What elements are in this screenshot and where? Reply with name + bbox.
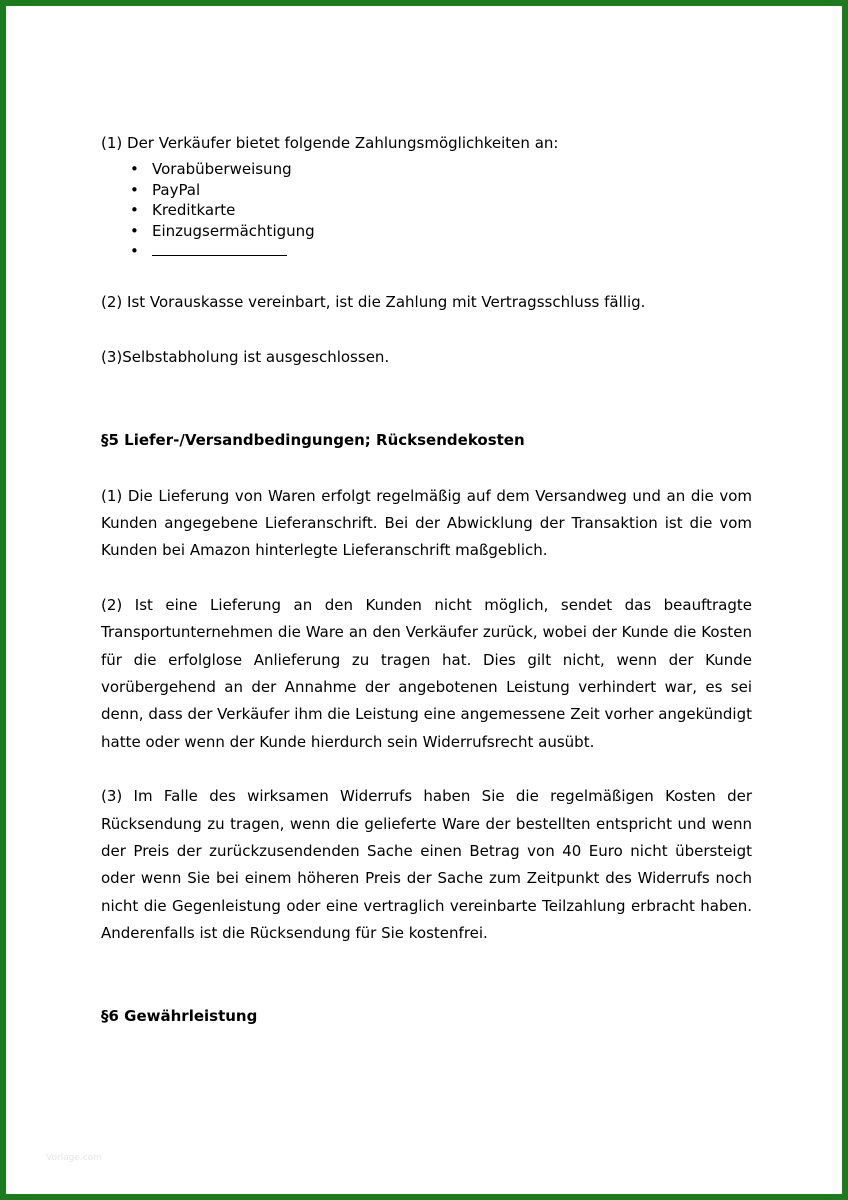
prepayment-paragraph: (2) Ist Vorauskasse vereinbart, ist die Zahlung mit Vertragsschluss fällig. bbox=[101, 292, 646, 311]
section-5-paragraph-2: (2) Ist eine Lieferung an den Kunden nicht möglich, sendet das beauftragte Transportunternehmen die Ware an den Verkäufer zurück, wobei der Kunde die Kosten für die erfolglose Anlieferung zu tragen hat. Dies gilt nicht, wenn der Kunde vorübergehend an der Annahme der angebotenen Leistung verhindert war, es sei denn, dass der Verkäufer ihm die Leistung eine angemessene Zeit vorher angekündigt hatte oder wenn der Kunde hierdurch sein Widerrufsrecht ausübt. bbox=[101, 595, 752, 751]
payment-intro: (1) Der Verkäufer bietet folgende Zahlungsmöglichkeiten an: bbox=[101, 134, 559, 152]
payment-method-item: • Vorabüberweisung bbox=[101, 159, 752, 180]
payment-method-blank-item bbox=[101, 241, 752, 262]
pickup-paragraph: (3)Selbstabholung ist ausgeschlossen. bbox=[101, 347, 390, 366]
payment-method-item: • Kreditkarte bbox=[101, 200, 752, 221]
section-5-paragraph-1: (1) Die Lieferung von Waren erfolgt regelmäßig auf dem Versandweg und an die vom Kunden angegebene Lieferanschrift. Bei der Abwicklung der Transaktion ist die vom Kunden bei Amazon hinterlegte Lieferanschrift maßgeblich. bbox=[101, 486, 752, 560]
blank-fill-line bbox=[152, 242, 287, 256]
watermark: Vorlage.com bbox=[46, 1153, 103, 1163]
document-body bbox=[101, 131, 752, 1028]
section-5-paragraph-3: (3) Im Falle des wirksamen Widerrufs haben Sie die regelmäßigen Kosten der Rücksendung zu tragen, wenn die gelieferte Ware der bestellten entspricht und wenn der Preis der zurückzusendenden Sache einen Betrag von 40 Euro nicht übersteigt oder wenn Sie bei einem höheren Preis der Sache zum Zeitpunkt des Widerrufs noch nicht die Gegenleistung oder eine vertraglich vereinbarte Teilzahlung erbracht haben. Anderenfalls ist die Rücksendung für Sie kostenfrei. bbox=[101, 787, 752, 943]
section-6-heading: §6 Gewährleistung bbox=[101, 1006, 258, 1025]
section-5-heading: §5 Liefer-/Versandbedingungen; Rücksendekosten bbox=[101, 430, 525, 449]
payment-method-item: • Einzugsermächtigung bbox=[101, 221, 752, 242]
payment-method-item: • PayPal bbox=[101, 180, 752, 201]
payment-methods-list bbox=[101, 159, 752, 262]
